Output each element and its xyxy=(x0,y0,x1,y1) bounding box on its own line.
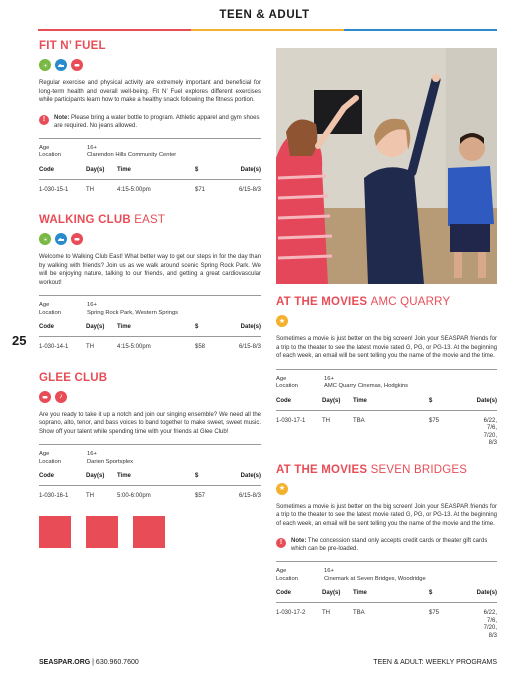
table-row xyxy=(276,610,497,640)
row-days: TH xyxy=(322,610,330,616)
col-fee: $ xyxy=(195,324,199,330)
location-value: Cinemark at Seven Bridges, Woodridge xyxy=(324,575,426,582)
divider xyxy=(276,561,497,562)
schedule-header xyxy=(39,324,261,337)
location-value: Clarendon Hills Community Center xyxy=(87,152,177,158)
program-info xyxy=(39,145,261,160)
row-days: TH xyxy=(86,493,94,499)
right-column xyxy=(276,48,497,640)
divider xyxy=(39,444,261,445)
col-dates: Date(s) xyxy=(476,590,497,596)
program-movies-amc xyxy=(276,296,497,448)
note-label: Note: xyxy=(54,114,70,121)
col-code: Code xyxy=(39,324,54,330)
footer-site-link[interactable]: SEASPAR.ORG xyxy=(39,659,91,666)
row-code: 1-030-17-1 xyxy=(276,417,306,424)
col-code: Code xyxy=(39,473,54,479)
photo-illustration xyxy=(276,48,497,284)
table-row xyxy=(39,344,261,352)
program-icons xyxy=(39,391,261,403)
location-value: Spring Rock Park, Western Springs xyxy=(87,309,179,316)
program-description: Sometimes a movie is just better on the big screen! Join your SEASPAR friends for a trip to the theater to see the latest movie rated G, PG, or PG-13. At the beginning of each week, an email will be sent telling you the name of the movie and the time. xyxy=(276,503,497,527)
row-fee: $75 xyxy=(429,417,440,424)
location-label: Location xyxy=(39,152,61,158)
age-value: 16+ xyxy=(87,144,97,151)
program-info xyxy=(39,451,261,466)
program-info xyxy=(39,302,261,317)
star-icon: ★ xyxy=(276,483,288,495)
row-code: 1-030-14-1 xyxy=(39,344,69,350)
page-header xyxy=(0,0,529,34)
program-glee-club xyxy=(39,372,261,548)
target-icon xyxy=(39,59,51,71)
program-info xyxy=(276,376,497,391)
col-time: Time xyxy=(117,166,131,173)
divider xyxy=(276,369,497,370)
row-code: 1-030-17-2 xyxy=(276,610,306,616)
alert-icon: ! xyxy=(39,115,49,125)
col-time: Time xyxy=(353,397,367,404)
alert-icon: ! xyxy=(276,538,286,548)
location-value: Darien Sportsplex xyxy=(87,458,134,465)
row-fee: $58 xyxy=(195,344,206,350)
row-dates: 6/22, 7/6, 7/20, 8/3 xyxy=(483,610,497,639)
age-label: Age xyxy=(276,375,287,382)
program-photo xyxy=(276,48,497,284)
age-label: Age xyxy=(276,568,287,574)
col-fee: $ xyxy=(195,473,199,479)
program-description: Are you ready to take it up a notch and join our singing ensemble? We need all the soprano, alto, tenor, and bass voices to band together to make sweet, sweet music. Show off your talent while spending time with your friends at Glee Club! xyxy=(39,411,261,435)
age-value: 16+ xyxy=(324,375,334,382)
note-label: Note: xyxy=(291,538,307,544)
program-title-main: WALKING CLUB xyxy=(39,214,131,226)
page-title: TEEN & ADULT xyxy=(219,9,310,21)
program-description: Sometimes a movie is just better on the big screen! Join your SEASPAR friends for a trip to the theater to see the latest movie rated G, PG, or PG-13. At the beginning of each week, an email will be sent telling you the name of the movie and the time. xyxy=(276,336,497,359)
food-icon xyxy=(71,233,83,245)
divider xyxy=(39,295,261,296)
row-fee: $75 xyxy=(429,610,440,616)
header-stripe-yellow xyxy=(191,29,344,31)
sneaker-icon xyxy=(55,233,67,245)
age-value: 16+ xyxy=(87,302,97,308)
col-days: Day(s) xyxy=(322,590,341,596)
food-icon xyxy=(39,391,51,403)
row-time: TBA xyxy=(353,610,365,616)
col-time: Time xyxy=(117,473,131,479)
program-icons xyxy=(276,315,497,327)
table-row xyxy=(39,493,261,501)
program-icons xyxy=(39,59,261,71)
col-dates: Date(s) xyxy=(240,473,261,479)
footer-contact xyxy=(39,659,139,666)
row-fee: $57 xyxy=(195,493,206,499)
age-value: 16+ xyxy=(87,451,97,457)
sneaker-icon xyxy=(55,59,67,71)
program-description: Welcome to Walking Club East! What better way to get our steps in for the day than by walking with friends? Join us as we walk around scenic Spring Rock Park. We will be enjoying nature, talking to our friends, and getting a great cardiovascular workout! xyxy=(39,254,261,286)
row-fee: $71 xyxy=(195,186,206,193)
row-dates: 6/15-8/3 xyxy=(238,493,261,499)
target-icon xyxy=(39,233,51,245)
program-title xyxy=(276,296,497,308)
col-days: Day(s) xyxy=(86,166,105,173)
decorative-square xyxy=(133,516,165,548)
header-stripe-red xyxy=(38,29,191,31)
row-code: 1-030-15-1 xyxy=(39,186,69,193)
page-number: 25 xyxy=(12,333,27,348)
food-icon xyxy=(71,59,83,71)
note-text xyxy=(291,537,497,553)
col-time: Time xyxy=(117,324,131,330)
program-icons xyxy=(39,233,261,245)
program-info xyxy=(276,568,497,583)
header-stripe-blue xyxy=(344,29,497,31)
row-days: TH xyxy=(86,344,94,350)
program-description: Regular exercise and physical activity are extremely important and beneficial for long-term health and overall well-being. Fit N’ Fuel explores different exercises while participants learn how to make a healthy snack following the fitness portion. xyxy=(39,80,261,103)
program-title-sub: EAST xyxy=(134,214,166,226)
music-note-icon: ♪ xyxy=(55,391,67,403)
schedule-header xyxy=(39,473,261,486)
col-time: Time xyxy=(353,590,367,596)
location-label: Location xyxy=(276,383,298,389)
location-label: Location xyxy=(276,575,298,582)
col-dates: Date(s) xyxy=(240,324,261,330)
row-days: TH xyxy=(86,186,94,193)
program-title-sub: AMC QUARRY xyxy=(370,296,451,308)
row-time: TBA xyxy=(353,417,365,424)
decorative-squares xyxy=(39,516,261,548)
footer-phone: | 630.960.7600 xyxy=(92,659,139,666)
program-title xyxy=(276,464,497,476)
program-walking-club xyxy=(39,214,261,352)
left-column xyxy=(39,40,261,548)
program-title-main: AT THE MOVIES xyxy=(276,463,368,476)
location-value: AMC Quarry Cinemas, Hodgkins xyxy=(324,383,409,389)
col-days: Day(s) xyxy=(86,324,105,330)
row-dates: 6/15-8/3 xyxy=(238,186,261,193)
program-title: GLEE CLUB xyxy=(39,371,108,384)
col-code: Code xyxy=(276,397,291,404)
table-row xyxy=(39,187,261,195)
program-icons xyxy=(276,483,497,495)
program-note xyxy=(276,537,497,553)
col-fee: $ xyxy=(429,397,433,404)
row-time: 4:15-5:00pm xyxy=(117,186,151,193)
footer-section-name: TEEN & ADULT: WEEKLY PROGRAMS xyxy=(373,659,497,666)
program-title xyxy=(39,214,261,226)
age-label: Age xyxy=(39,144,50,151)
location-label: Location xyxy=(39,458,61,465)
col-code: Code xyxy=(39,166,54,173)
row-days: TH xyxy=(322,417,330,424)
col-days: Day(s) xyxy=(86,473,105,479)
divider xyxy=(39,138,261,139)
program-title: FIT N’ FUEL xyxy=(39,40,106,52)
col-fee: $ xyxy=(195,166,199,173)
table-row xyxy=(276,418,497,448)
schedule-header xyxy=(276,590,497,603)
col-dates: Date(s) xyxy=(240,166,261,173)
age-label: Age xyxy=(39,302,50,308)
row-dates: 6/15-8/3 xyxy=(238,344,261,350)
star-icon: ★ xyxy=(276,315,288,327)
note-text xyxy=(54,114,261,130)
program-title-main: AT THE MOVIES xyxy=(276,296,368,308)
note-body: The concession stand only accepts credit cards or theater gift cards which can be pre-loaded. xyxy=(291,538,488,552)
row-code: 1-030-16-1 xyxy=(39,493,69,499)
col-dates: Date(s) xyxy=(476,397,497,404)
row-dates: 6/22, 7/6, 7/20, 8/3 xyxy=(483,417,497,446)
location-label: Location xyxy=(39,309,61,316)
program-note xyxy=(39,114,261,130)
program-title-sub: SEVEN BRIDGES xyxy=(370,463,468,476)
col-days: Day(s) xyxy=(322,397,341,404)
schedule-header xyxy=(39,167,261,180)
col-code: Code xyxy=(276,590,291,596)
decorative-square xyxy=(86,516,118,548)
program-movies-seven-bridges xyxy=(276,464,497,641)
age-value: 16+ xyxy=(324,568,334,574)
row-time: 5:00-6:00pm xyxy=(117,493,151,499)
row-time: 4:15-5:00pm xyxy=(117,344,151,350)
decorative-square xyxy=(39,516,71,548)
col-fee: $ xyxy=(429,590,433,596)
age-label: Age xyxy=(39,451,50,457)
schedule-header xyxy=(276,398,497,411)
note-body: Please bring a water bottle to program. Athletic apparel and gym shoes are required. No jeans allowed. xyxy=(54,114,260,129)
program-fit-n-fuel xyxy=(39,40,261,194)
